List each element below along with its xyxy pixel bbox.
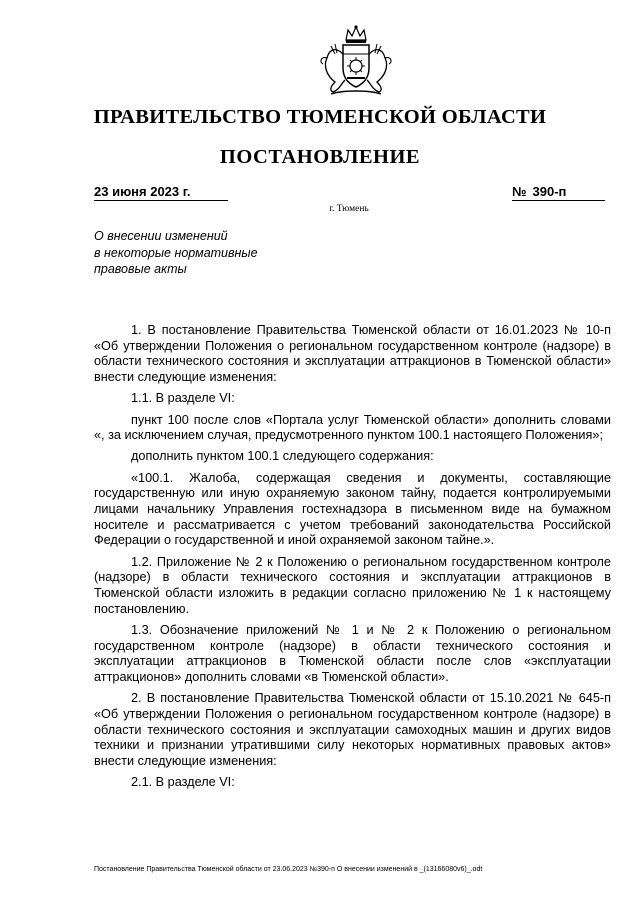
subject-line: правовые акты [94,262,187,276]
number-value: 390-п [532,184,567,199]
subject-line: в некоторые нормативные [94,245,258,260]
document-date: 23 июня 2023 г. [94,184,228,201]
subject-line: О внесении изменений [94,229,228,243]
body-paragraph: дополнить пунктом 100.1 следующего содержания: [131,449,434,464]
body-paragraph: 2.1. В разделе VI: [131,775,235,790]
city-name: г. Тюмень [329,204,369,214]
government-title: ПРАВИТЕЛЬСТВО ТЮМЕНСКОЙ ОБЛАСТИ [93,106,547,128]
body-paragraph: 2. В постановление Правительства Тюменской области от 15.10.2021 № 645-п «Об утверждении Положения о региональном государственном контроле (надзоре) в области технического состояния и эксплуатации самоходных машин и других видов техники и признании утратившими силу некоторых нормативных правовых актов» внести следующие изменения: [94,691,611,769]
document-body [94,323,611,796]
document-number [512,184,605,201]
coat-of-arms-emblem [313,24,399,98]
body-paragraph: 1.3. Обозначение приложений № 1 и № 2 к Положению о региональном государственном контроле (надзоре) в области технического состояния и эксплуатации аттракционов в Тюменской области после слов «эксплуатации аттракционов» дополнить словами «в Тюменской области». [94,622,611,685]
body-paragraph: 1.2. Приложение № 2 к Положению о региональном государственном контроле (надзоре) в области технического состояния и эксплуатации аттракционов в Тюменской области изложить в редакции согласно приложению № 1 к настоящему постановлению. [94,554,611,616]
page-footer: Постановление Правительства Тюменской области от 23.06.2023 №390-п О внесении изменений в _(13166080v6)_.odt [94,866,483,873]
body-paragraph: «100.1. Жалоба, содержащая сведения и документы, составляющие государственную или иную охраняемую законом тайну, подается контролируемыми лицами начальнику Управления гостехнадзора в письменном виде на бумажном носителе и рассматривается с учетом требований законодательства Российской Федерации о государственной и иной охраняемой законом тайне.». [94,470,611,548]
body-paragraph: 1. В постановление Правительства Тюменской области от 16.01.2023 № 10-п «Об утверждении Положения о региональном государственном контроле (надзоре) в области технического состояния и эксплуатации аттракционов в Тюменской области» внести следующие изменения: [94,323,611,385]
body-paragraph: пункт 100 после слов «Портала услуг Тюменской области» дополнить словами «, за исключением случая, предусмотренного пунктом 100.1 настоящего Положения»; [94,412,611,443]
document-subject [94,228,304,278]
number-sign: № [512,184,527,199]
body-paragraph: 1.1. В разделе VI: [131,391,235,406]
document-type: ПОСТАНОВЛЕНИЕ [219,146,421,168]
